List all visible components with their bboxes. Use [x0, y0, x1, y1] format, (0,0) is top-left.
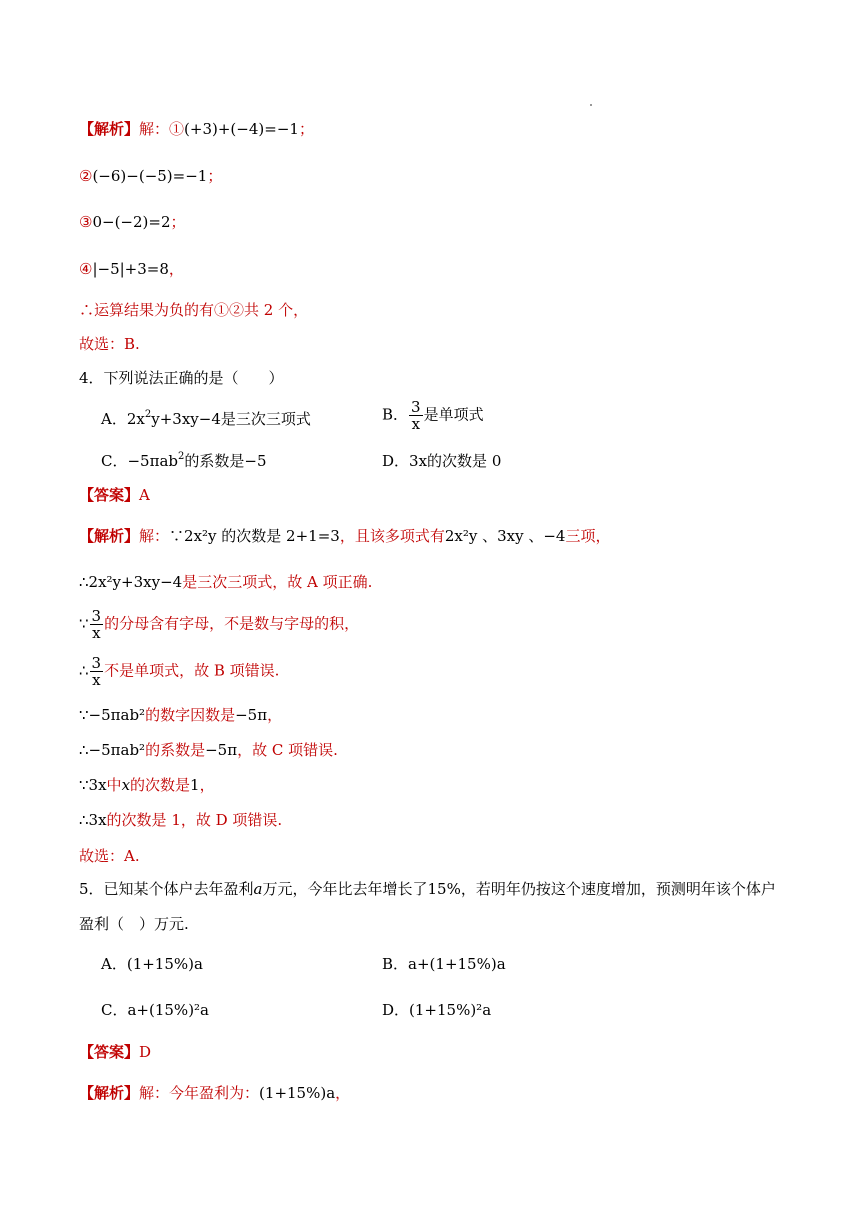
q4-analysis-line4: ∴ $\frac{3}{x}$ 不是单项式，故 B 项错误. — [79, 654, 280, 689]
math-expr: −5πab$^2$ — [127, 451, 185, 470]
q4-analysis-line1: 【解析】解：∵2x²y 的次数是 2+1=3，且该多项式有2x²y 、3xy 、−4三项， — [79, 527, 611, 545]
q4-stem: 4．下列说法正确的是（ ） — [79, 369, 284, 387]
fraction: $\frac{3}{x}$ — [411, 398, 421, 433]
q3-analysis-line1: 【解析】解：①(+3)+(−4)=−1； — [79, 120, 314, 138]
q4-analysis-line3: ∵ $\frac{3}{x}$ 的分母含有字母，不是数与字母的积， — [79, 607, 360, 642]
math-expr: $2x^2y+3xy-4$ — [126, 409, 221, 428]
q4-option-c: C．−5πab$^2$的系数是−5 — [101, 451, 267, 470]
fraction: $\frac{3}{x}$ — [91, 607, 102, 642]
q4-analysis-line8: ∴3x的次数是 1，故 D 项错误. — [79, 811, 283, 829]
math-expr: a+(15%)²a — [127, 1001, 209, 1019]
q5-analysis-line1: 【解析】解：今年盈利为：(1+15%)a， — [79, 1084, 351, 1102]
q5-stem-line2: 盈利（ ）万元. — [79, 915, 189, 933]
math-expr: a+(1+15%)a — [408, 955, 506, 973]
q4-final-choice: 故选：A. — [79, 847, 140, 865]
q5-option-c: C．a+(15%)²a — [101, 1001, 209, 1019]
q5-stem-line1: 5．已知某个体户去年盈利a万元，今年比去年增长了15%，若明年仍按这个速度增加，预测明年该个体户 — [79, 880, 776, 898]
math-expr: 0−(−2)=2 — [92, 213, 171, 231]
q3-step3: ③0−(−2)=2； — [79, 213, 186, 231]
q3-final-choice: 故选：B. — [79, 335, 140, 353]
math-expr: |−5|+3=8 — [92, 260, 169, 278]
math-expr: (1+15%)²a — [409, 1001, 492, 1019]
q4-analysis-line7: ∵3x中x的次数是1， — [79, 776, 215, 794]
q3-step2: ②(−6)−(−5)=−1； — [79, 167, 223, 185]
q4-option-a: A．$2x^2y+3xy-4$是三次三项式 — [101, 409, 311, 428]
math-expr: 3x — [409, 452, 428, 470]
fraction: $\frac{3}{x}$ — [91, 654, 102, 689]
q4-analysis-line5: ∵−5πab²的数字因数是−5π， — [79, 706, 283, 724]
q4-option-b: B． $\frac{3}{x}$ 是单项式 — [382, 398, 484, 433]
q3-conclusion: ∴运算结果为负的有①②共 2 个， — [79, 301, 309, 319]
analysis-tag: 【解析】 — [79, 120, 140, 138]
math-expr: (1+15%)a — [126, 955, 203, 973]
q4-answer: 【答案】A — [79, 486, 150, 504]
q5-option-a: A．(1+15%)a — [101, 955, 203, 973]
q3-step4: ④|−5|+3=8， — [79, 260, 184, 278]
q5-option-b: B．a+(1+15%)a — [382, 955, 506, 973]
math-expr: (−6)−(−5)=−1 — [92, 167, 208, 185]
q4-analysis-line2: ∴2x²y+3xy−4是三次三项式，故 A 项正确. — [79, 573, 373, 591]
scan-speck — [590, 104, 592, 106]
q5-option-d: D．(1+15%)²a — [382, 1001, 492, 1019]
q5-answer: 【答案】D — [79, 1043, 152, 1061]
q4-analysis-line6: ∴−5πab²的系数是−5π，故 C 项错误. — [79, 741, 338, 759]
math-expr: (+3)+(−4)=−1 — [184, 120, 299, 138]
q4-option-d: D．3x的次数是 0 — [382, 452, 502, 470]
